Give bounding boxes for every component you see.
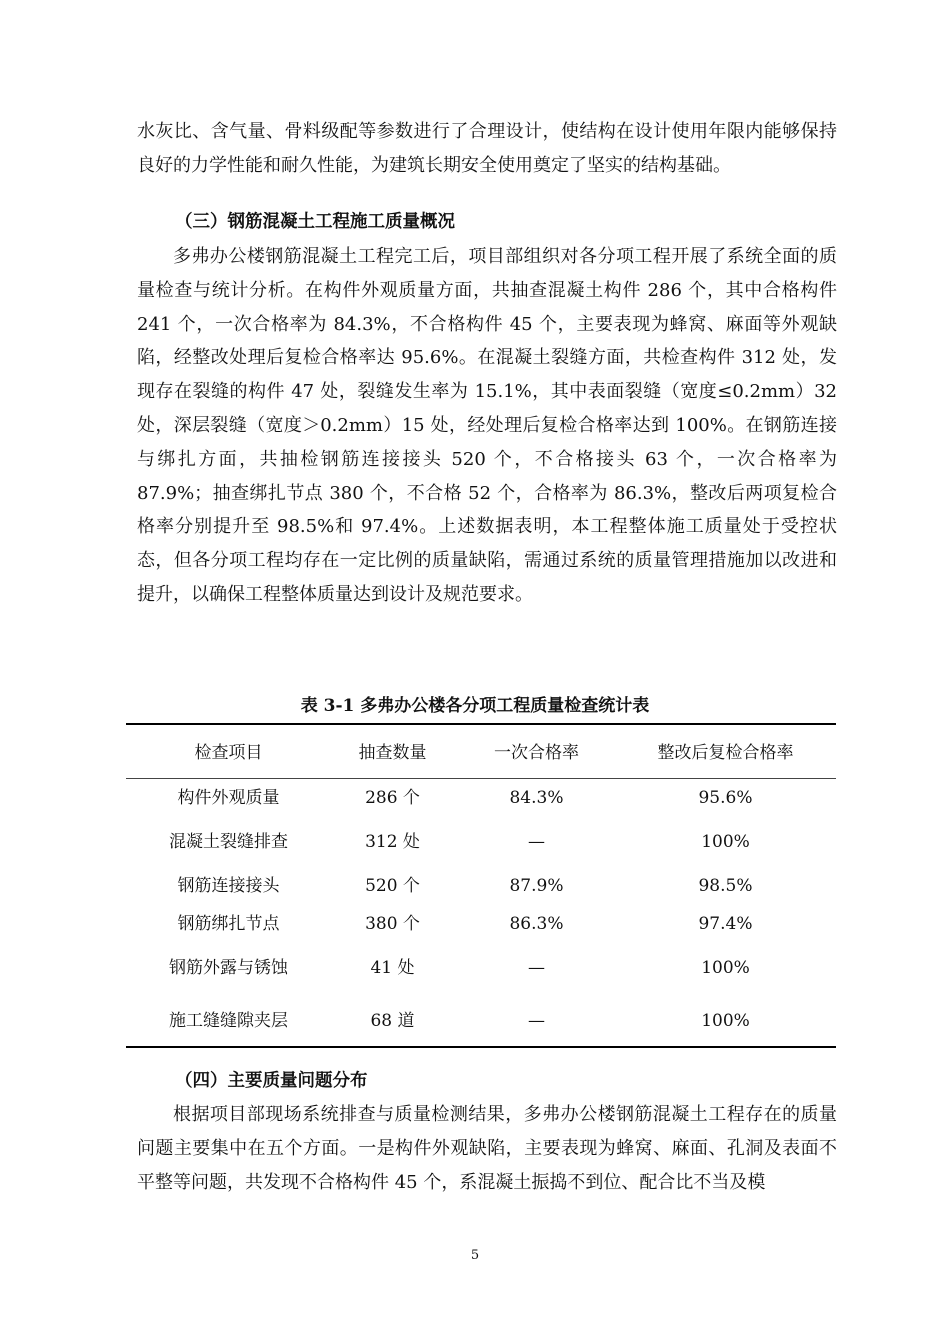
table-header-rule: [126, 778, 836, 779]
table-cell: 混凝土裂缝排查: [169, 832, 288, 852]
table-cell: 380 个: [365, 914, 420, 934]
table-cell: 520 个: [365, 876, 420, 896]
table-header-cell: 一次合格率: [494, 743, 579, 763]
table-cell: 钢筋绑扎节点: [177, 914, 280, 934]
table-cell: 98.5%: [698, 876, 753, 896]
table-header-cell: 抽查数量: [358, 743, 427, 763]
table-cell: 95.6%: [698, 788, 753, 808]
table-caption: 表 3-1 多弗办公楼各分项工程质量检查统计表: [300, 696, 650, 716]
section-heading-4: （四）主要质量问题分布: [175, 1071, 368, 1091]
table-cell: 100%: [701, 958, 750, 978]
table-bottom-rule: [126, 1046, 836, 1048]
table-cell: —: [528, 958, 545, 978]
table-cell: 100%: [701, 1011, 750, 1031]
table-cell: 100%: [701, 832, 750, 852]
table-cell: 84.3%: [509, 788, 564, 808]
table-top-rule: [126, 723, 836, 725]
section-heading-3: （三）钢筋混凝土工程施工质量概况: [175, 212, 455, 232]
table-cell: 87.9%: [509, 876, 564, 896]
table-cell: 286 个: [365, 788, 420, 808]
table-cell: 钢筋连接接头: [177, 876, 280, 896]
table-cell: 86.3%: [509, 914, 564, 934]
table-cell: 构件外观质量: [177, 788, 280, 808]
table-cell: 施工缝缝隙夹层: [169, 1011, 288, 1031]
table-cell: 68 道: [370, 1011, 415, 1031]
paragraph-continuation: 水灰比、含气量、骨料级配等参数进行了合理设计，使结构在设计使用年限内能够保持良好的力学性能和耐久性能，为建筑长期安全使用奠定了坚实的结构基础。: [137, 121, 837, 176]
table-cell: 97.4%: [698, 914, 753, 934]
table-cell: —: [528, 832, 545, 852]
paragraph-problem-distribution: 根据项目部现场系统排查与质量检测结果，多弗办公楼钢筋混凝土工程存在的质量问题主要集中在五个方面。一是构件外观缺陷，主要表现为蜂窝、麻面、孔洞及表面不平整等问题，共发现不合格构件 45 个，系混凝土振捣不到位、配合比不当及模: [137, 1104, 837, 1193]
table-cell: 钢筋外露与锈蚀: [169, 958, 288, 978]
table-cell: 41 处: [370, 958, 415, 978]
table-header-cell: 检查项目: [194, 743, 263, 763]
table-cell: —: [528, 1011, 545, 1031]
paragraph-quality-overview: 多弗办公楼钢筋混凝土工程完工后，项目部组织对各分项工程开展了系统全面的质量检查与统计分析。在构件外观质量方面，共抽查混凝土构件 286 个，其中合格构件 241 个，一次合格率为 84.3%，不合格构件 45 个，主要表现为蜂窝、麻面等外观缺陷，经整改处理后复检合格率达 95.6%。在混凝土裂缝方面，共检查构件 312 处，发现存在裂缝的构件 47 处，裂缝发生率为 15.1%，其中表面裂缝（宽度≤0.2mm）32 处，深层裂缝（宽度＞0.2mm）15 处，经处理后复检合格率达到 100%。在钢筋连接与绑扎方面，共抽检钢筋连接接头 520 个，不合格接头 63 个，一次合格率为 87.9%；抽查绑扎节点 380 个，不合格 52 个，合格率为 86.3%，整改后两项复检合格率分别提升至 98.5%和 97.4%。上述数据表明，本工程整体施工质量处于受控状态，但各分项工程均存在一定比例的质量缺陷，需通过系统的质量管理措施加以改进和提升，以确保工程整体质量达到设计及规范要求。: [137, 246, 837, 605]
table-cell: 312 处: [365, 832, 420, 852]
page-number: 5: [470, 1248, 480, 1263]
table-header-cell: 整改后复检合格率: [657, 743, 794, 763]
